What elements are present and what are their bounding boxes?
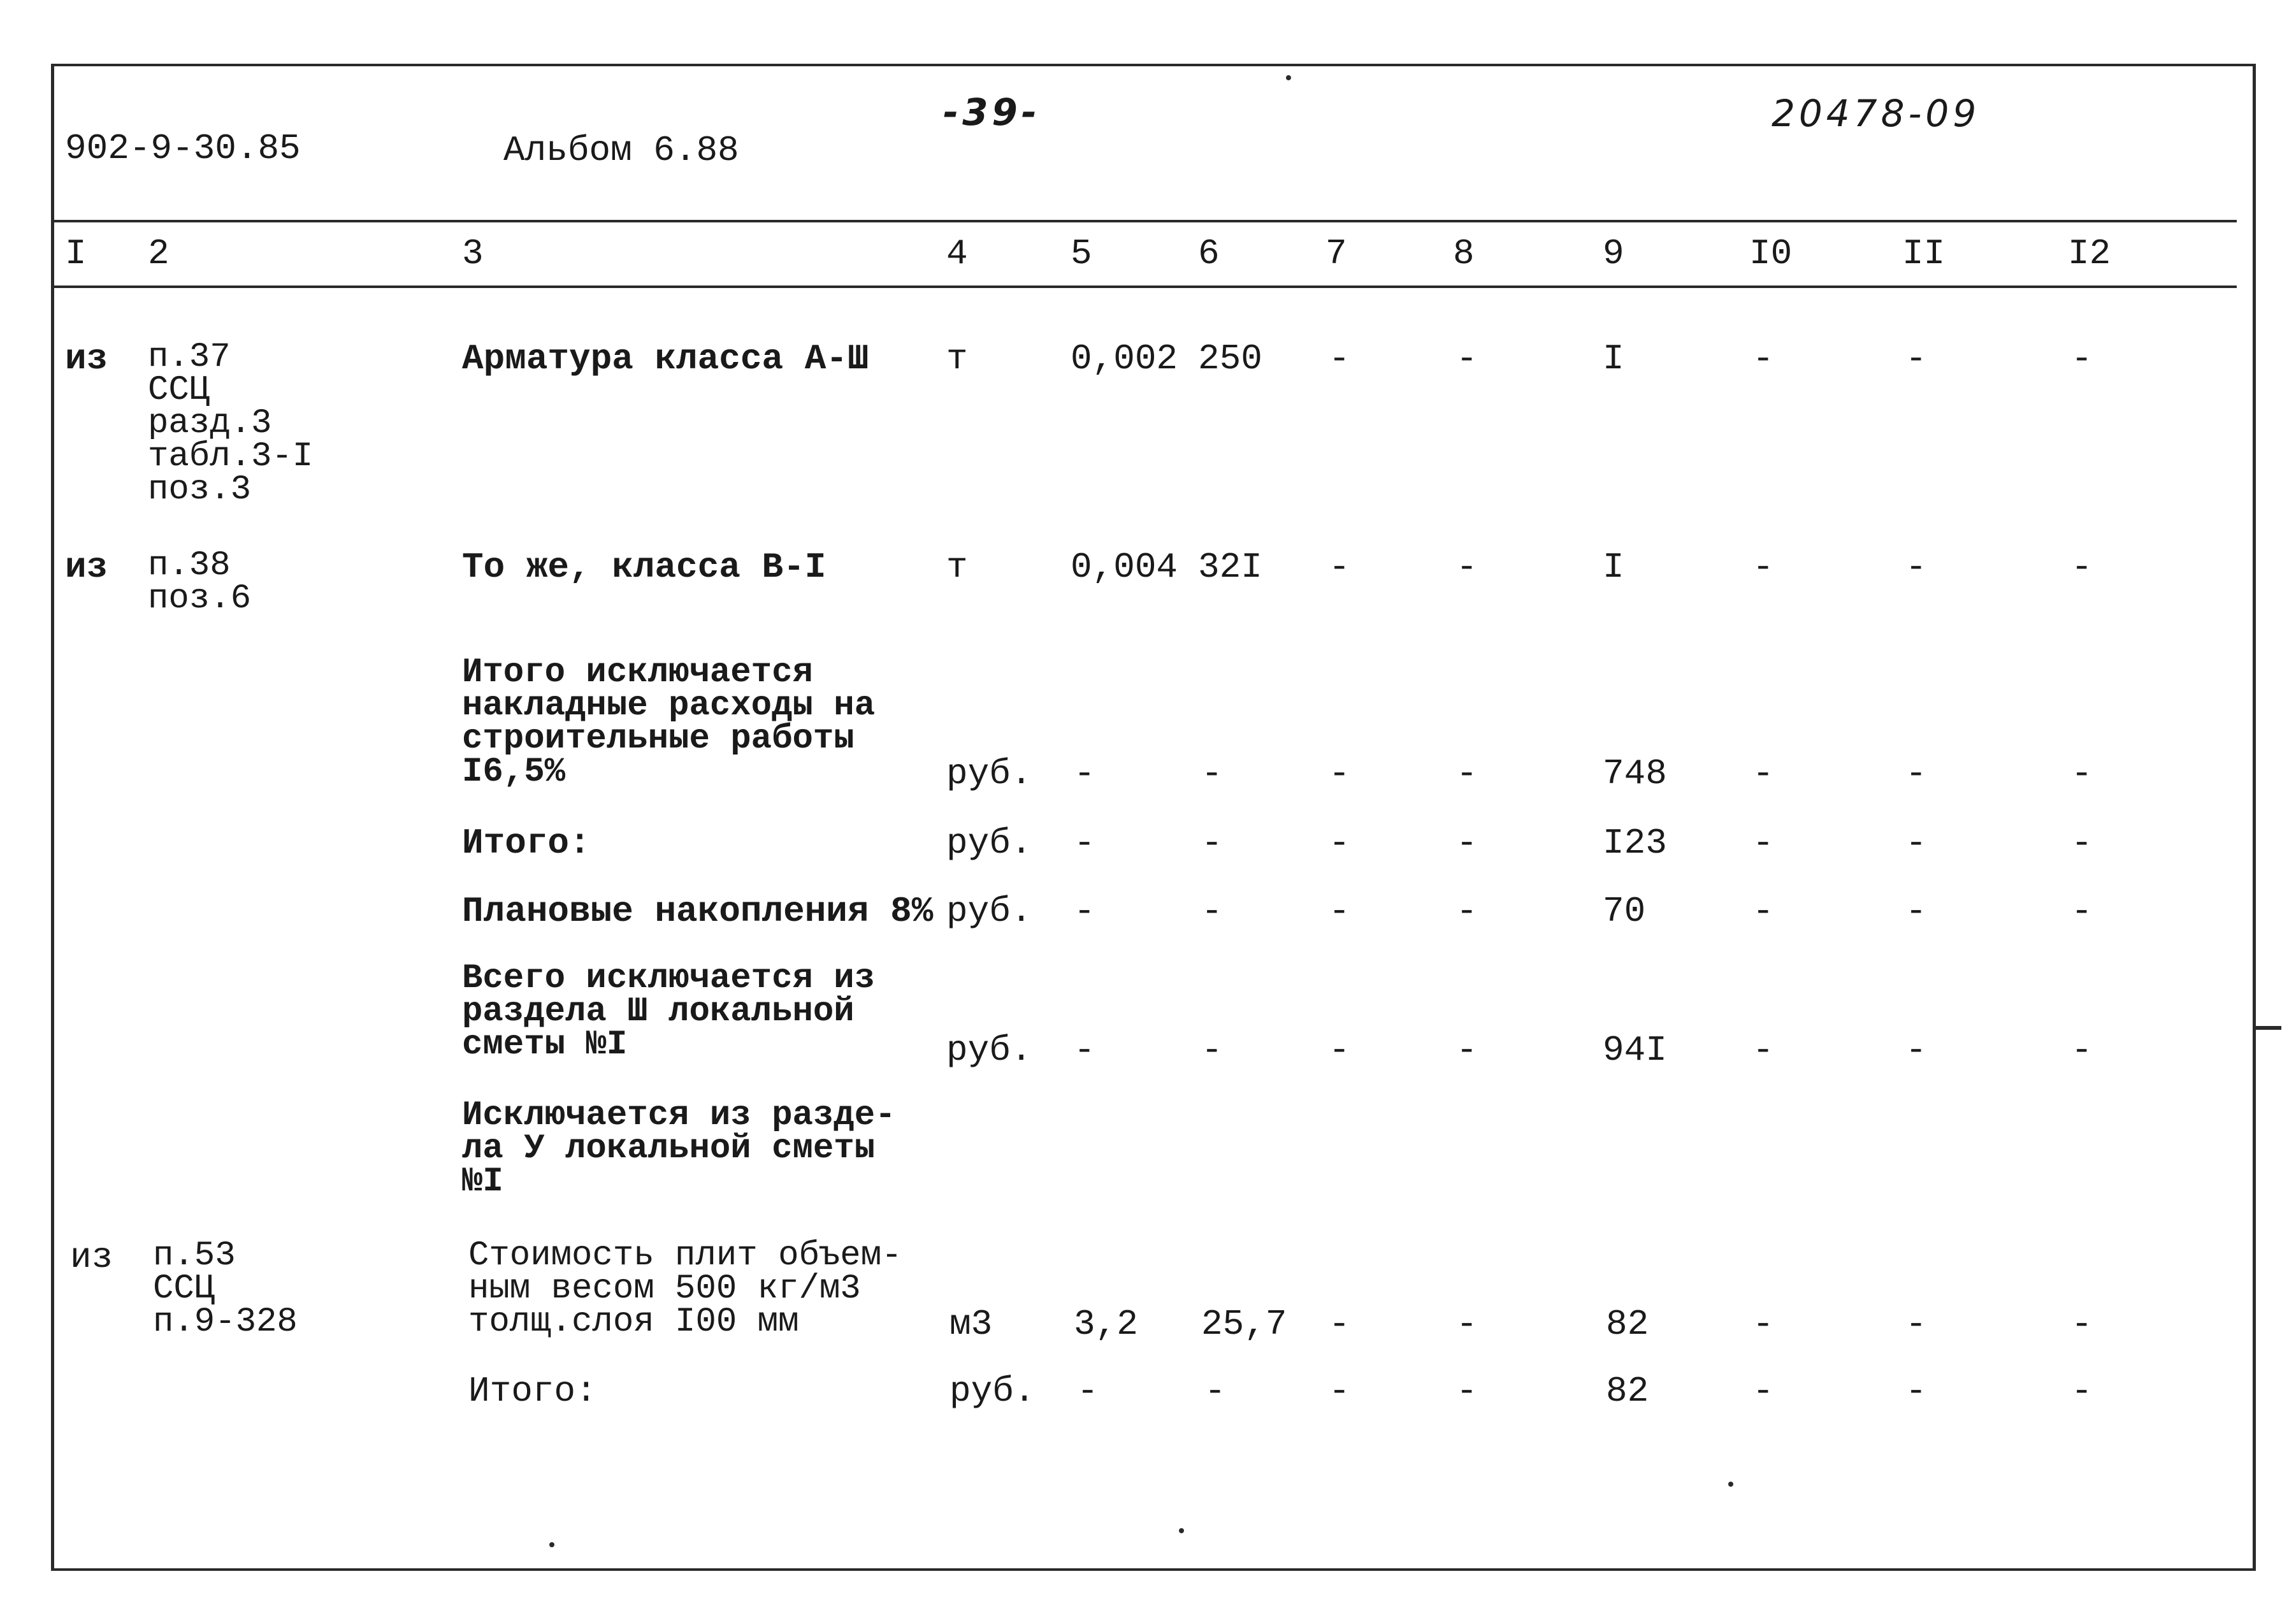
cell-quantity: 0,002	[1071, 338, 1178, 379]
cell-unit: руб.	[946, 753, 1032, 794]
cell-col8: -	[1456, 1030, 1478, 1071]
cell-col9: I	[1603, 547, 1624, 588]
cell-col12: -	[2071, 338, 2093, 379]
col-header-3: 3	[462, 233, 484, 274]
cell-quantity: -	[1074, 891, 1095, 932]
cell-col7: -	[1329, 1371, 1350, 1412]
cell-col11: -	[1905, 1371, 1927, 1412]
cell-col7: -	[1329, 1030, 1350, 1071]
cell-col10: -	[1752, 1304, 1774, 1345]
cell-col10: -	[1752, 891, 1774, 932]
col-header-10: I0	[1749, 233, 1793, 274]
cell-col9: 748	[1603, 753, 1667, 794]
cell-col8: -	[1456, 823, 1478, 863]
cell-description: Стоимость плит объем- ным весом 500 кг/м3 толщ.слоя I00 мм	[468, 1236, 902, 1341]
doc-code: 902-9-30.85	[65, 128, 301, 169]
cell-col9: I23	[1603, 823, 1667, 863]
cell-unit: т	[946, 547, 968, 588]
cell-col7: -	[1329, 1304, 1350, 1345]
cell-col10: -	[1752, 753, 1774, 794]
cell-col8: -	[1456, 338, 1478, 379]
cell-quantity: -	[1074, 753, 1095, 794]
cell-quantity: 0,004	[1071, 547, 1178, 588]
cell-col11: -	[1905, 1304, 1927, 1345]
cell-col11: -	[1905, 891, 1927, 932]
cell-col11: -	[1905, 338, 1927, 379]
col-header-2: 2	[148, 233, 170, 274]
cell-col9: 82	[1606, 1371, 1649, 1412]
cell-quantity: -	[1074, 1030, 1095, 1071]
cell-reference: п.53 ССЦ п.9-328	[153, 1236, 298, 1341]
col-header-12: I2	[2068, 233, 2111, 274]
col-header-1: I	[65, 233, 87, 274]
cell-price: 32I	[1198, 547, 1262, 588]
col-header-7: 7	[1325, 233, 1347, 274]
col-header-11: II	[1902, 233, 1946, 274]
cell-description: Итого:	[468, 1371, 597, 1412]
cell-col8: -	[1456, 547, 1478, 588]
cell-description: Итого:	[462, 823, 591, 863]
col-header-5: 5	[1071, 233, 1092, 274]
cell-price: 25,7	[1201, 1304, 1287, 1345]
cell-price: -	[1201, 753, 1223, 794]
cell-quantity: -	[1077, 1371, 1099, 1412]
cell-col9: I	[1603, 338, 1624, 379]
cell-col11: -	[1905, 823, 1927, 863]
cell-price: -	[1204, 1371, 1226, 1412]
cell-col7: -	[1329, 823, 1350, 863]
cell-col8: -	[1456, 1371, 1478, 1412]
cell-col11: -	[1905, 547, 1927, 588]
header-rule-top	[51, 220, 2237, 222]
cell-col10: -	[1752, 547, 1774, 588]
cell-reference: п.37 ССЦ разд.3 табл.3-I поз.3	[148, 338, 314, 509]
cell-col7: -	[1329, 547, 1350, 588]
cell-from: из	[65, 338, 108, 379]
cell-col10: -	[1752, 1030, 1774, 1071]
stamp-number: 20478-09	[1772, 92, 1981, 135]
scan-speck	[549, 1542, 554, 1547]
album-label: Альбом 6.88	[503, 130, 739, 171]
cell-col9: 82	[1606, 1304, 1649, 1345]
cell-from: из	[70, 1237, 113, 1278]
cell-col10: -	[1752, 823, 1774, 863]
cell-unit: т	[946, 338, 968, 379]
cell-col12: -	[2071, 1304, 2093, 1345]
scan-speck	[1728, 1482, 1733, 1487]
scan-speck	[1179, 1528, 1184, 1533]
cell-description: Арматура класса А-Ш	[462, 338, 869, 379]
cell-price: -	[1201, 823, 1223, 863]
cell-description: То же, класса В-I	[462, 547, 827, 588]
cell-col11: -	[1905, 1030, 1927, 1071]
col-header-6: 6	[1198, 233, 1220, 274]
cell-col8: -	[1456, 1304, 1478, 1345]
cell-col7: -	[1329, 891, 1350, 932]
cell-col12: -	[2071, 547, 2093, 588]
cell-col8: -	[1456, 753, 1478, 794]
cell-col9: 70	[1603, 891, 1646, 932]
page-number: -39-	[943, 90, 1041, 134]
cell-price: 250	[1198, 338, 1262, 379]
page-frame	[51, 64, 2256, 1571]
cell-unit: руб.	[946, 823, 1032, 863]
cell-description: Всего исключается из раздела Ш локальной сметы №I	[462, 959, 876, 1064]
cell-from: из	[65, 547, 108, 588]
cell-price: -	[1201, 891, 1223, 932]
cell-col12: -	[2071, 753, 2093, 794]
cell-description: Плановые накопления 8%	[462, 891, 934, 932]
header-rule-bottom	[51, 285, 2237, 288]
cell-unit: м3	[949, 1304, 993, 1345]
cell-col12: -	[2071, 891, 2093, 932]
cell-unit: руб.	[946, 1030, 1032, 1071]
margin-tick	[2256, 1026, 2281, 1030]
col-header-9: 9	[1603, 233, 1624, 274]
cell-quantity: 3,2	[1074, 1304, 1138, 1345]
cell-description: Итого исключается накладные расходы на строительные работы I6,5%	[462, 653, 876, 791]
cell-col9: 94I	[1603, 1030, 1667, 1071]
cell-reference: п.38 поз.6	[148, 546, 252, 618]
cell-col7: -	[1329, 338, 1350, 379]
scan-speck	[1286, 75, 1291, 80]
cell-unit: руб.	[946, 891, 1032, 932]
cell-col7: -	[1329, 753, 1350, 794]
cell-price: -	[1201, 1030, 1223, 1071]
cell-col12: -	[2071, 823, 2093, 863]
cell-col12: -	[2071, 1371, 2093, 1412]
cell-col10: -	[1752, 338, 1774, 379]
cell-col8: -	[1456, 891, 1478, 932]
cell-col11: -	[1905, 753, 1927, 794]
cell-col10: -	[1752, 1371, 1774, 1412]
col-header-4: 4	[946, 233, 968, 274]
col-header-8: 8	[1453, 233, 1475, 274]
cell-unit: руб.	[949, 1371, 1036, 1412]
cell-description: Исключается из разде- ла У локальной сметы №I	[462, 1096, 896, 1201]
cell-quantity: -	[1074, 823, 1095, 863]
cell-col12: -	[2071, 1030, 2093, 1071]
